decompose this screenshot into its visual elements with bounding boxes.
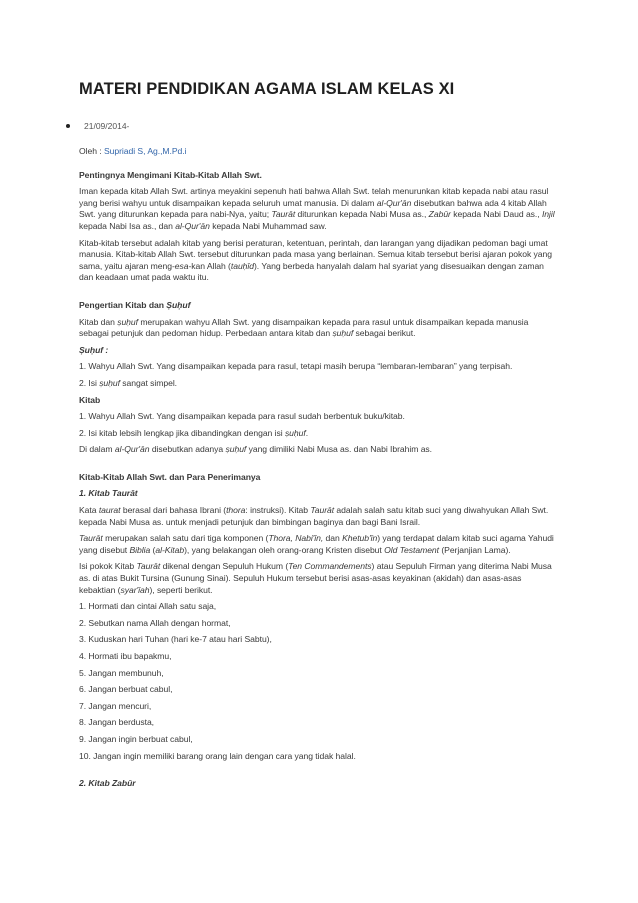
author-link[interactable]: Supriadi S, Ag.,M.Pd.i xyxy=(103,146,187,156)
commandment-item: 3. Kuduskan hari Tuhan (hari ke-7 atau hari Sabtu), xyxy=(79,634,272,645)
page-title: MATERI PENDIDIKAN AGAMA ISLAM KELAS XI xyxy=(79,80,455,98)
paragraph-iman: Iman kepada kitab Allah Swt. artinya meyakini sepenuh hati bahwa Allah Swt. telah menurunkan kitab kepada nabi atau rasul yang berisi wahyu untuk disampaikan kepada seluruh umat manusia. Di dalam al-Qur'ān disebutkan bahwa ada 4 kitab Allah Swt. yang diturunkan kepada para nabi-Nya, yaitu; Taurāt diturunkan kepada Nabi Musa as., Zabūr kepada Nabi Daud as., Injil kepada Nabi Isa as., dan al-Qur'ān kepada Nabi Muhammad saw. xyxy=(79,186,555,231)
subheading-zabur: 2. Kitab Zabūr xyxy=(79,778,136,789)
article-body xyxy=(79,146,559,795)
kitab-point-1: 1. Wahyu Allah Swt. Yang disampaikan kepada para rasul sudah berbentuk buku/kitab. xyxy=(79,411,405,422)
paragraph-quran-suhuf: Di dalam al-Qur'ān disebutkan adanya ṣuḥuf yang dimiliki Nabi Musa as. dan Nabi Ibrahim as. xyxy=(79,444,433,455)
section-heading-books: Kitab-Kitab Allah Swt. dan Para Penerimanya xyxy=(79,471,261,482)
paragraph-taurat-origin: Kata taurat berasal dari bahasa Ibrani (thora: instruksi). Kitab Taurāt adalah salah satu kitab suci yang diwahyukan Allah Swt. kepada Nabi Musa as. untuk menjadi petunjuk dan bimbingan baginya dan bagi Bani Israil. xyxy=(79,505,549,527)
commandment-item: 8. Jangan berdusta, xyxy=(79,717,155,728)
paragraph-kitab-content: Kitab-kitab tersebut adalah kitab yang berisi peraturan, ketentuan, perintah, dan larangan yang dijadikan pedoman bagi umat manusia. Kitab-kitab Allah Swt. tersebut diturunkan pada masa yang berlainan. Semua kitab tersebut berisi ajaran pokok yang sama, yaitu ajaran meng-esa-kan Allah (tauḥīd). Yang berbeda hanyalah dalam hal syariat yang disesuaikan dengan zaman dan keadaan umat pada waktu itu. xyxy=(79,237,552,283)
subheading-taurat: 1. Kitab Taurāt xyxy=(79,488,138,499)
post-date: 21/09/2014- xyxy=(84,121,130,131)
author-line xyxy=(79,146,559,158)
suhuf-point-1: 1. Wahyu Allah Swt. Yang disampaikan kepada para rasul, tetapi masih berupa “lembaran-lembaran” yang terpisah. xyxy=(79,361,513,372)
bullet-dot-icon xyxy=(66,124,70,128)
commandment-item: 7. Jangan mencuri, xyxy=(79,700,152,711)
suhuf-label: Ṣuḥuf : xyxy=(79,344,109,355)
commandment-item: 4. Hormati ibu bapakmu, xyxy=(79,651,172,661)
commandment-item: 5. Jangan membunuh, xyxy=(79,667,164,678)
commandment-item: 6. Jangan berbuat cabul, xyxy=(79,684,173,695)
author-prefix: Oleh : xyxy=(79,146,104,156)
paragraph-ten-commandments: Isi pokok Kitab Taurāt dikenal dengan Sepuluh Hukum (Ten Commandements) atau Sepuluh Firman yang diterima Nabi Musa as. di atas Bukit Tursina (Gunung Sinai). Sepuluh Hukum tersebut berisi asas-asas keyakinan (akidah) dan asas-asas kebaktian (syar'īah), seperti berikut. xyxy=(79,561,552,595)
suhuf-point-2: 2. Isi ṣuḥuf sangat simpel. xyxy=(79,377,178,388)
kitab-label: Kitab xyxy=(79,394,101,405)
kitab-point-2: 2. Isi kitab lebsih lengkap jika dibandingkan dengan isi ṣuḥuf. xyxy=(79,427,309,438)
commandment-item: 9. Jangan ingin berbuat cabul, xyxy=(79,733,193,744)
commandment-item: 2. Sebutkan nama Allah dengan hormat, xyxy=(79,617,231,628)
post-date-item xyxy=(66,121,129,131)
paragraph-taurat-components: Taurāt merupakan salah satu dari tiga komponen (Thora, Nabi'īn, dan Khetub'īn) yang terdapat dalam kitab suci agama Yahudi yang disebut Biblia (al-Kitab), yang belakangan oleh orang-orang Kristen disebut Old Testament (Perjanjian Lama). xyxy=(79,533,554,555)
commandment-item: 10. Jangan ingin memiliki barang orang lain dengan cara yang tidak halal. xyxy=(79,750,356,761)
section-heading-importance: Pentingnya Mengimani Kitab-Kitab Allah Swt. xyxy=(79,169,262,180)
paragraph-kitab-suhuf: Kitab dan ṣuḥuf merupakan wahyu Allah Swt. yang disampaikan kepada para rasul untuk disampaikan kepada manusia sebagai petunjuk dan pedoman hidup. Perbedaan antara kitab dan ṣuḥuf sebagai berikut. xyxy=(79,316,529,339)
commandment-item: 1. Hormati dan cintai Allah satu saja, xyxy=(79,601,217,612)
section-heading-definition: Pengertian Kitab dan Ṣuḥuf xyxy=(79,299,191,310)
